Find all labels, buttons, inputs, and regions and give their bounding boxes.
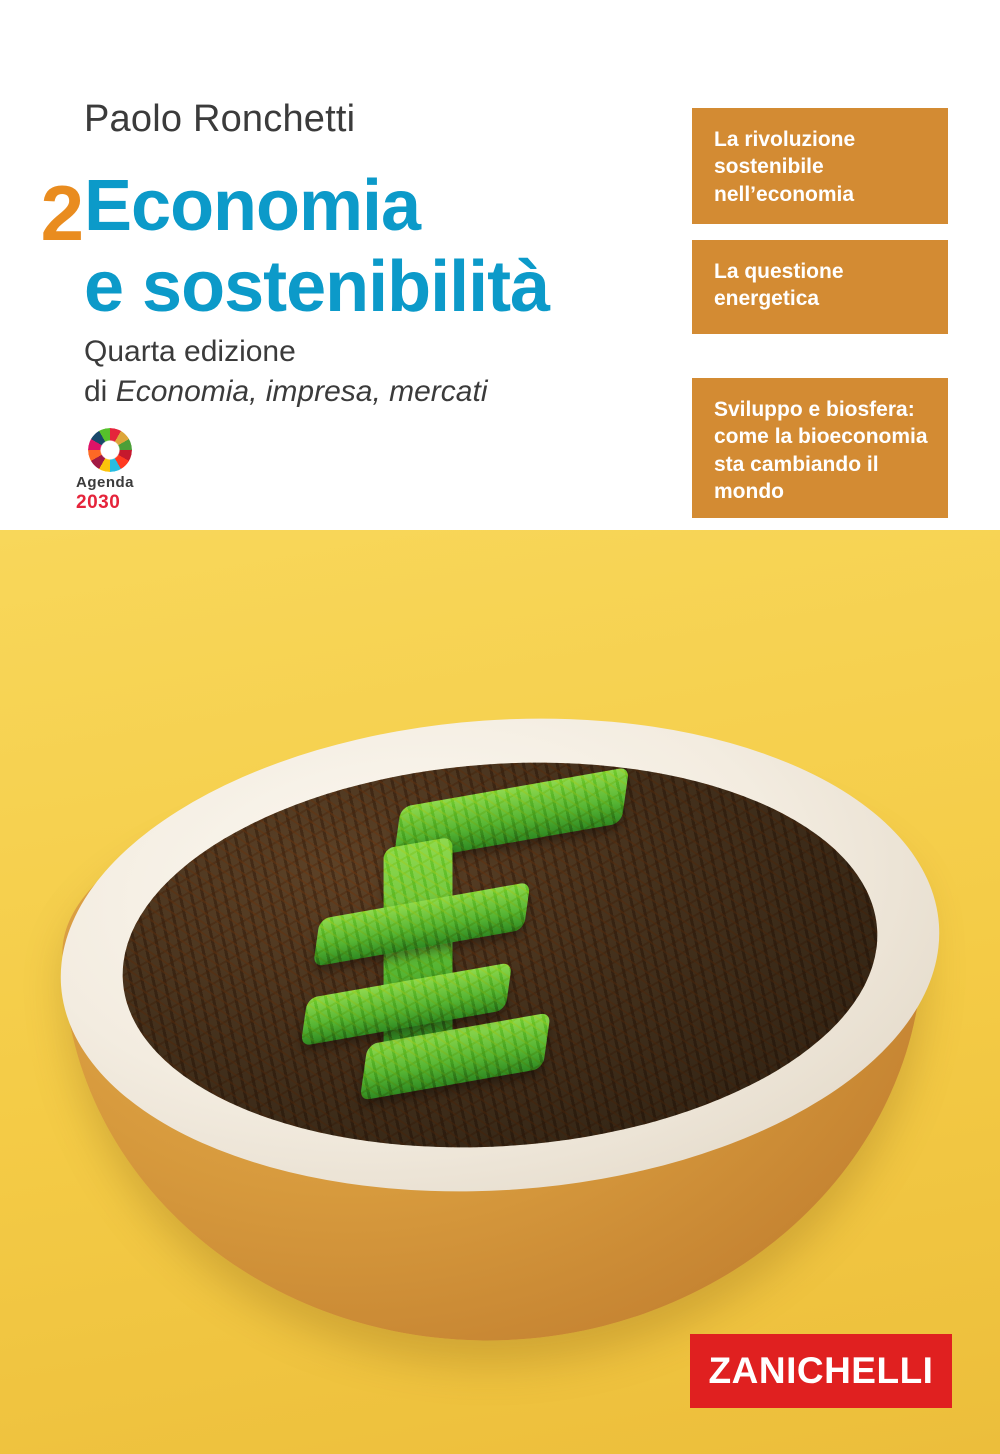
euro-stroke-bar-lower xyxy=(301,962,513,1046)
book-title-line2: e sostenibilità xyxy=(84,246,550,327)
topic-box-3: Sviluppo e biosfera: come la bioeconomia sta cambiando il mondo xyxy=(692,378,948,518)
publisher-logo: ZANICHELLI xyxy=(690,1334,952,1408)
euro-stroke-curve xyxy=(384,837,453,1062)
euro-stroke-bar-upper xyxy=(313,882,530,967)
sdg-wheel-icon xyxy=(88,428,132,472)
euro-stroke-top xyxy=(393,767,629,864)
book-title xyxy=(84,166,704,327)
subtitle-original-title xyxy=(84,372,487,412)
author-name: Paolo Ronchetti xyxy=(84,98,356,140)
book-title-line1: Economia xyxy=(84,166,421,246)
bowl-illustration xyxy=(60,720,940,1350)
subtitle-prefix: di xyxy=(84,374,116,408)
topic-box-2: La questione energetica xyxy=(692,240,948,334)
agenda-label: Agenda xyxy=(76,474,135,491)
cover-photo xyxy=(0,530,1000,1454)
volume-number: 2 xyxy=(40,169,84,257)
soil-surface xyxy=(110,738,891,1172)
agenda-2030-logo xyxy=(76,428,166,514)
subtitle-edition: Quarta edizione xyxy=(84,335,296,368)
grass-euro-symbol xyxy=(256,756,748,1167)
topic-box-1: La rivoluzione sostenibile nell’economia xyxy=(692,108,948,224)
euro-stroke-bottom xyxy=(360,1012,551,1101)
subtitle-italic: Economia, impresa, mercati xyxy=(115,374,488,408)
book-subtitle xyxy=(84,332,487,412)
agenda-year: 2030 xyxy=(76,492,121,513)
